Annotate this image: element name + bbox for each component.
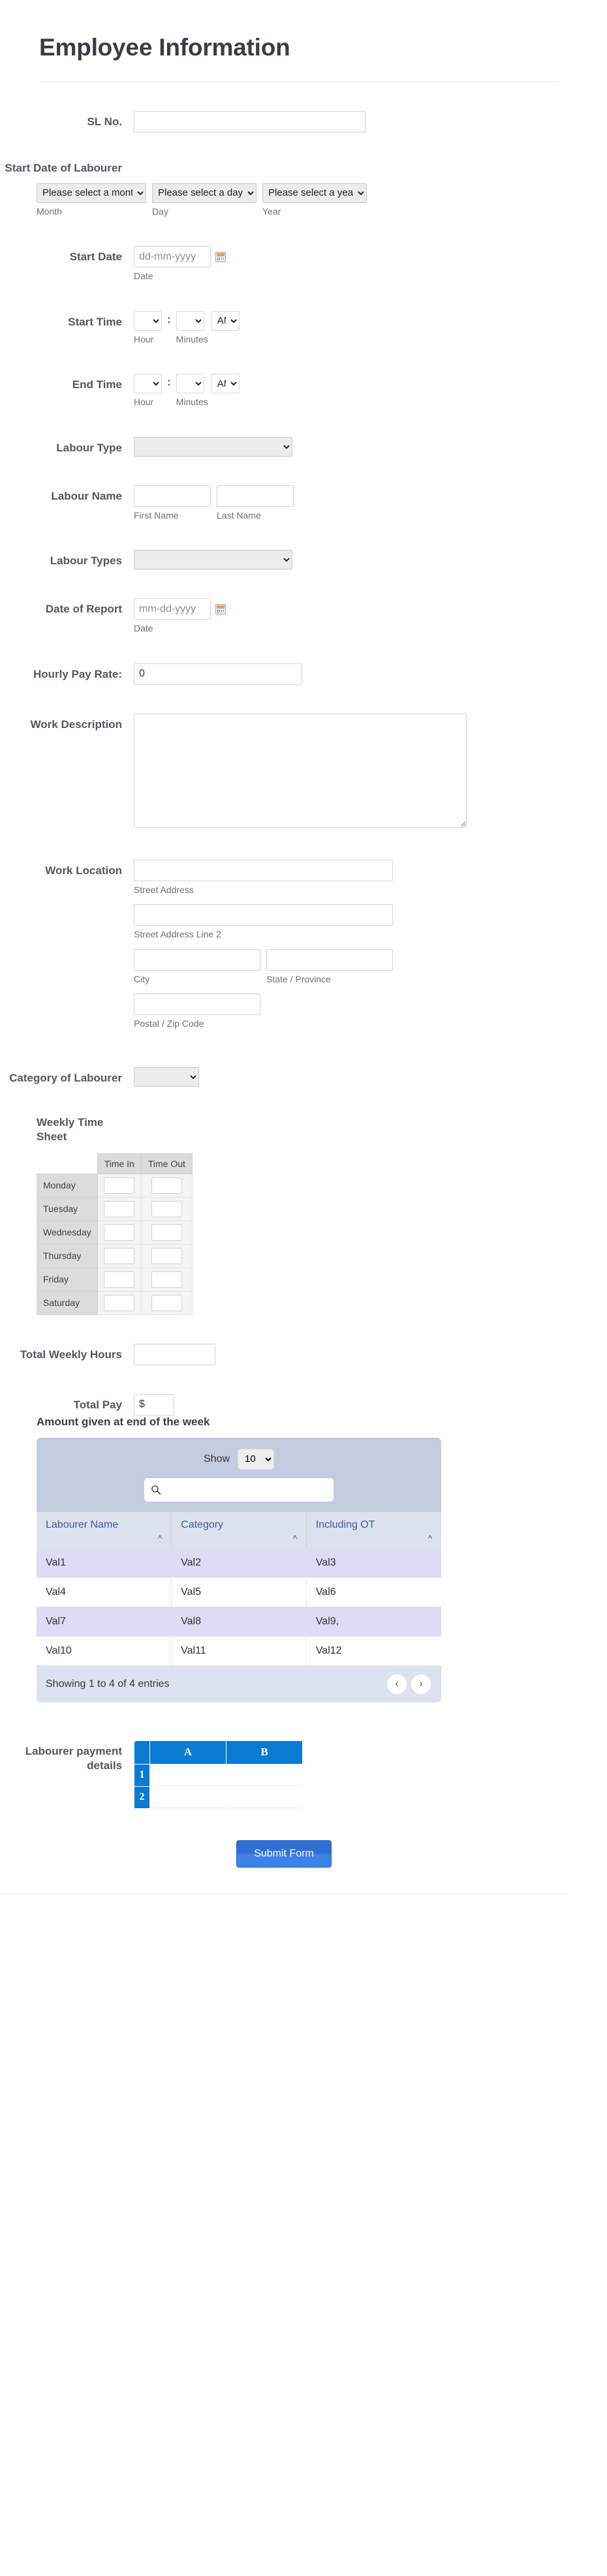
month-select[interactable]	[37, 183, 146, 203]
end-time-field	[134, 374, 568, 408]
cell-including-ot: Val9,	[306, 1607, 441, 1636]
payment-row-header-1[interactable]: 1	[134, 1765, 149, 1786]
labour-types-label: Labour Types	[50, 554, 122, 568]
start-hour-caption: Hour	[134, 333, 154, 344]
payment-column-header-b[interactable]: B	[226, 1741, 302, 1764]
weekly-time-sheet-title: Weekly Time Sheet	[37, 1115, 104, 1143]
start-date-input[interactable]	[134, 246, 211, 267]
field-row-payment-details	[0, 1740, 568, 1809]
payment-column-header-a[interactable]: A	[150, 1741, 226, 1764]
cell-category: Val11	[172, 1636, 307, 1665]
state-province-caption: State / Province	[266, 973, 331, 984]
field-row-category-of-labourer	[0, 1067, 568, 1087]
cell-labourer-name: Val7	[37, 1607, 172, 1636]
city-state-group	[134, 949, 568, 986]
cell-time-out-friday	[141, 1267, 192, 1291]
city-input[interactable]	[134, 949, 260, 971]
labour-type-label: Labour Type	[56, 441, 122, 454]
table-row	[134, 1787, 302, 1808]
last-name-cell	[217, 485, 294, 522]
time-out-wednesday-input[interactable]	[151, 1224, 182, 1241]
year-caption: Year	[262, 205, 281, 217]
field-row-work-location	[0, 860, 568, 1038]
start-date-caption: Date	[134, 271, 153, 282]
work-location-label: Work Location	[45, 864, 122, 877]
table-row	[37, 1174, 193, 1197]
street-address-caption: Street Address	[134, 884, 194, 895]
first-name-caption: First Name	[134, 509, 179, 521]
next-page-button[interactable]: ›	[411, 1674, 431, 1694]
year-select[interactable]	[262, 183, 367, 203]
start-date-label: Start Date	[69, 250, 122, 264]
cell-time-out-wednesday	[141, 1220, 192, 1244]
table-row	[37, 1244, 193, 1267]
city-caption: City	[134, 973, 150, 984]
cell-time-in-friday	[97, 1267, 141, 1291]
field-group-start-date-of-labourer	[0, 161, 568, 218]
payment-grid-header-row	[134, 1741, 302, 1764]
time-out-thursday-input[interactable]	[151, 1248, 182, 1264]
weekly-time-sheet-section	[0, 1115, 568, 1315]
table-row	[37, 1220, 193, 1244]
sl-no-label: SL No.	[87, 115, 122, 128]
cell-including-ot: Val3	[306, 1549, 441, 1578]
show-entries-row	[37, 1449, 441, 1470]
column-header-labourer-name[interactable]	[37, 1512, 172, 1549]
time-out-tuesday-input[interactable]	[151, 1201, 182, 1217]
labour-name-fields	[134, 485, 568, 522]
date-of-report-input[interactable]	[134, 598, 211, 620]
first-name-input[interactable]	[134, 485, 211, 507]
previous-page-button[interactable]: ‹	[387, 1674, 407, 1694]
column-header-time-out: Time Out	[141, 1153, 192, 1174]
field-row-end-time	[0, 374, 568, 408]
table-row	[37, 1267, 193, 1291]
cell-category: Val2	[172, 1549, 307, 1578]
cell-time-in-tuesday	[97, 1197, 141, 1220]
payment-details-grid	[134, 1740, 303, 1809]
start-time-field	[134, 311, 568, 346]
labour-name-label: Labour Name	[51, 489, 122, 502]
end-time-separator: :	[167, 376, 171, 389]
date-of-report-caption: Date	[134, 623, 153, 634]
postal-code-group	[134, 993, 568, 1030]
cell-including-ot: Val6	[306, 1577, 441, 1607]
cell-time-in-thursday	[97, 1244, 141, 1267]
start-date-field	[134, 246, 568, 267]
calendar-icon[interactable]	[215, 604, 226, 614]
end-meridiem-cell	[211, 374, 240, 393]
form-header	[0, 0, 607, 82]
column-header-including-ot[interactable]	[306, 1512, 441, 1549]
postal-code-input[interactable]	[134, 993, 260, 1015]
cell-time-out-monday	[141, 1174, 192, 1197]
weekly-time-sheet-table	[37, 1153, 193, 1315]
field-row-start-date	[0, 246, 568, 282]
amount-given-section	[37, 1416, 441, 1703]
end-minutes-select[interactable]	[176, 374, 204, 393]
table-row	[37, 1549, 441, 1578]
end-minutes-cell	[176, 374, 208, 408]
submit-section	[0, 1809, 568, 1868]
date-of-report-field	[134, 598, 568, 620]
cell-labourer-name: Val4	[37, 1577, 172, 1607]
payment-cell-2a[interactable]	[150, 1787, 226, 1808]
time-in-thursday-input[interactable]	[104, 1248, 134, 1264]
table-row	[37, 1607, 441, 1636]
cell-time-in-monday	[97, 1174, 141, 1197]
total-weekly-hours-input[interactable]	[134, 1344, 215, 1365]
day-cell	[152, 183, 257, 218]
time-in-tuesday-input[interactable]	[104, 1201, 134, 1217]
submit-form-button[interactable]: Submit Form	[236, 1840, 332, 1868]
time-in-wednesday-input[interactable]	[104, 1224, 134, 1241]
pagination-controls	[387, 1674, 431, 1694]
labour-types-select[interactable]	[134, 550, 292, 569]
column-header-time-in: Time In	[97, 1153, 141, 1174]
amount-table-controls-panel	[37, 1438, 441, 1512]
month-caption: Month	[37, 205, 62, 217]
date-of-report-label: Date of Report	[45, 603, 122, 616]
state-province-input[interactable]	[266, 949, 393, 971]
show-label: Show	[203, 1453, 230, 1464]
street-address-2-caption: Street Address Line 2	[134, 929, 221, 940]
time-in-friday-input[interactable]	[104, 1271, 134, 1288]
field-row-work-description	[0, 714, 568, 831]
payment-row-header-2[interactable]: 2	[134, 1787, 149, 1808]
day-label-tuesday: Tuesday	[37, 1197, 98, 1220]
payment-cell-1a[interactable]	[150, 1765, 226, 1786]
start-time-label: Start Time	[68, 315, 122, 328]
cell-time-in-wednesday	[97, 1220, 141, 1244]
search-box[interactable]	[144, 1478, 334, 1502]
table-row	[37, 1577, 441, 1607]
cell-category: Val5	[172, 1577, 307, 1607]
cell-time-in-saturday	[97, 1291, 141, 1314]
category-of-labourer-select[interactable]	[134, 1067, 199, 1087]
postal-code-caption: Postal / Zip Code	[134, 1018, 204, 1029]
payment-cell-2b[interactable]	[226, 1787, 302, 1808]
total-weekly-hours-label: Total Weekly Hours	[20, 1348, 122, 1361]
start-minutes-caption: Minutes	[176, 333, 208, 344]
day-caption: Day	[152, 205, 168, 217]
field-row-labour-types	[0, 550, 568, 569]
amount-table-footer	[37, 1666, 441, 1703]
amount-table	[37, 1512, 441, 1666]
day-label-thursday: Thursday	[37, 1244, 98, 1267]
time-out-saturday-input[interactable]	[151, 1295, 182, 1311]
table-row	[37, 1291, 193, 1314]
field-row-date-of-report	[0, 598, 568, 635]
start-minutes-cell	[176, 311, 208, 346]
field-row-sl-no	[0, 111, 568, 132]
street-address-group	[134, 860, 568, 896]
column-header-including-ot-text: Including OT	[315, 1519, 375, 1530]
page-title: Employee Information	[39, 34, 290, 61]
cell-labourer-name: Val1	[37, 1549, 172, 1578]
column-header-category[interactable]	[172, 1512, 307, 1549]
street-address-2-group	[134, 904, 568, 941]
field-row-labour-name	[0, 485, 568, 522]
amount-table-header-row	[37, 1512, 441, 1549]
payment-grid-corner	[134, 1741, 149, 1764]
labour-type-select[interactable]	[134, 437, 292, 457]
category-of-labourer-label: Category of Labourer	[9, 1071, 122, 1084]
chevron-up-icon: ^	[158, 1533, 163, 1543]
field-row-hourly-pay-rate	[0, 663, 568, 685]
table-row	[37, 1636, 441, 1665]
last-name-caption: Last Name	[217, 509, 261, 521]
end-hour-cell	[134, 374, 162, 408]
day-select[interactable]	[152, 183, 257, 203]
total-pay-label: Total Pay	[73, 1398, 122, 1411]
city-cell	[134, 949, 260, 986]
start-hour-cell	[134, 311, 162, 346]
total-pay-input[interactable]	[134, 1394, 174, 1416]
last-name-input[interactable]	[217, 485, 294, 507]
end-time-label: End Time	[72, 378, 122, 391]
year-cell	[262, 183, 367, 218]
street-address-input[interactable]	[134, 860, 393, 881]
cell-time-out-saturday	[141, 1291, 192, 1314]
weekly-time-sheet-corner	[37, 1153, 98, 1174]
payment-cell-1b[interactable]	[226, 1765, 302, 1786]
table-row	[134, 1765, 302, 1786]
start-meridiem-cell	[211, 311, 240, 331]
cell-including-ot: Val12	[306, 1636, 441, 1665]
search-input[interactable]	[164, 1483, 327, 1496]
field-row-total-weekly-hours	[0, 1344, 568, 1365]
weekly-time-sheet-header-row	[37, 1153, 193, 1174]
day-label-saturday: Saturday	[37, 1291, 98, 1314]
search-icon	[151, 1485, 161, 1495]
time-out-monday-input[interactable]	[151, 1177, 182, 1194]
entries-status-text: Showing 1 to 4 of 4 entries	[46, 1678, 170, 1690]
start-date-of-labourer-label: Start Date of Labourer	[5, 161, 122, 174]
state-cell	[266, 949, 393, 986]
time-in-saturday-input[interactable]	[104, 1295, 134, 1311]
month-cell	[37, 183, 146, 218]
end-meridiem-select[interactable]	[211, 374, 240, 393]
start-date-of-labourer-selects	[37, 183, 568, 218]
payment-details-label: Labourer payment details	[25, 1744, 122, 1772]
show-entries-select[interactable]	[238, 1449, 274, 1470]
chevron-up-icon: ^	[428, 1533, 432, 1543]
chevron-up-icon: ^	[292, 1533, 297, 1543]
cell-time-out-thursday	[141, 1244, 192, 1267]
end-minutes-caption: Minutes	[176, 397, 208, 408]
cell-labourer-name: Val10	[37, 1636, 172, 1665]
day-label-wednesday: Wednesday	[37, 1220, 98, 1244]
first-name-cell	[134, 485, 211, 522]
work-description-textarea[interactable]	[134, 714, 467, 828]
table-row	[37, 1197, 193, 1220]
calendar-icon[interactable]	[215, 252, 226, 262]
start-meridiem-select[interactable]	[211, 311, 240, 331]
column-header-labourer-name-text: Labourer Name	[46, 1519, 119, 1530]
start-time-separator: :	[167, 312, 171, 326]
time-out-friday-input[interactable]	[151, 1271, 182, 1288]
cell-time-out-tuesday	[141, 1197, 192, 1220]
field-row-labour-type	[0, 437, 568, 457]
cell-category: Val8	[172, 1607, 307, 1636]
end-hour-select[interactable]	[134, 374, 162, 393]
end-hour-caption: Hour	[134, 397, 154, 408]
field-row-start-time	[0, 311, 568, 346]
day-label-friday: Friday	[37, 1267, 98, 1291]
day-label-monday: Monday	[37, 1174, 98, 1197]
time-in-monday-input[interactable]	[104, 1177, 134, 1194]
field-row-total-pay	[0, 1394, 568, 1416]
work-description-label: Work Description	[30, 718, 122, 731]
column-header-category-text: Category	[181, 1519, 224, 1530]
sl-no-input[interactable]	[134, 111, 366, 132]
hourly-pay-rate-label: Hourly Pay Rate:	[33, 667, 122, 680]
street-address-2-input[interactable]	[134, 904, 393, 926]
start-minutes-select[interactable]	[176, 311, 204, 331]
amount-table-heading: Amount given at end of the week	[37, 1415, 210, 1428]
start-hour-select[interactable]	[134, 311, 162, 331]
hourly-pay-rate-input[interactable]	[134, 663, 302, 685]
